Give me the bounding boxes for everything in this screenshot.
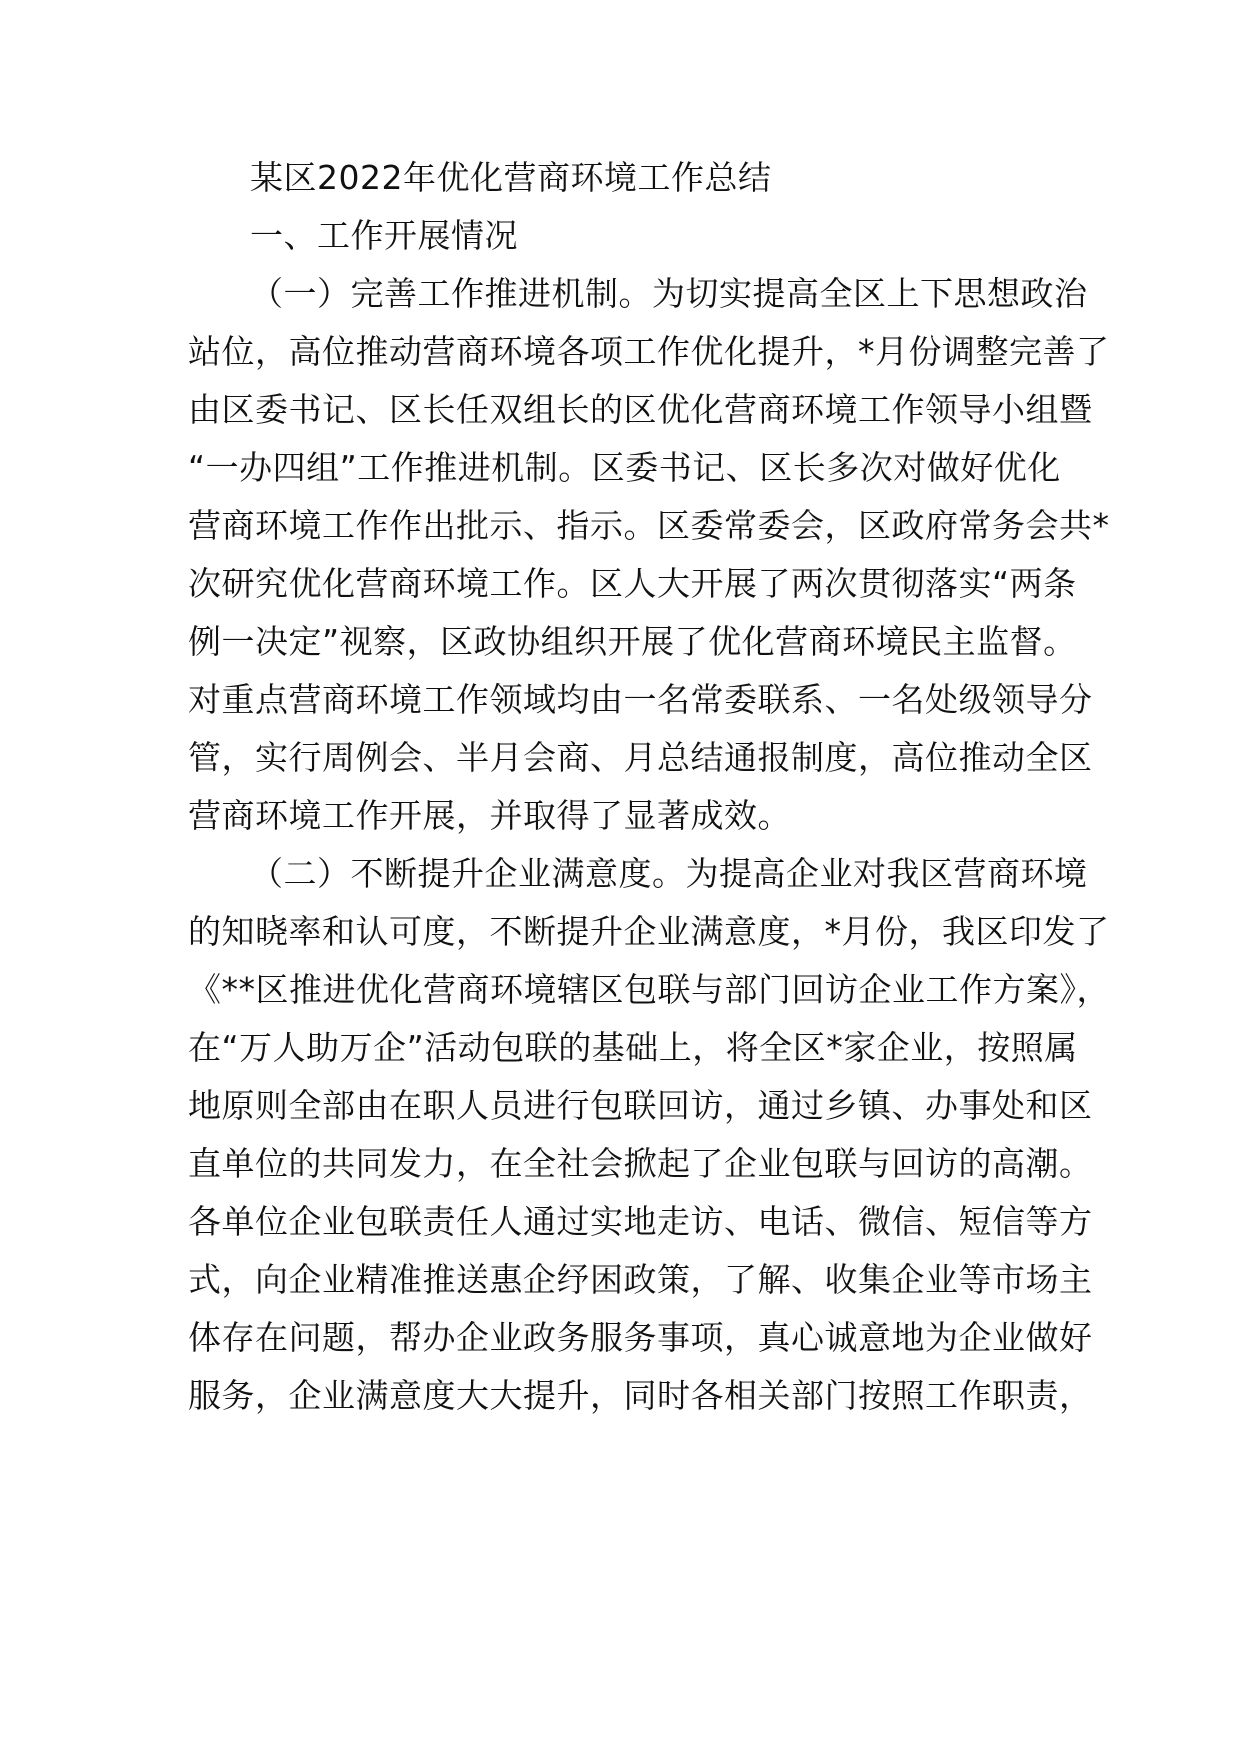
paragraph-line: 例一决定”视察，区政协组织开展了优化营商环境民主监督。	[188, 622, 1077, 661]
paragraph-line: 的知晓率和认可度，不断提升企业满意度，*月份，我区印发了	[188, 912, 1110, 951]
paragraph-line: 管，实行周例会、半月会商、月总结通报制度，高位推动全区	[188, 738, 1093, 777]
paragraph-line: 对重点营商环境工作领域均由一名常委联系、一名处级领导分	[188, 680, 1093, 719]
paragraph-line: 营商环境工作开展，并取得了显著成效。	[188, 796, 791, 835]
paragraph-line: 直单位的共同发力，在全社会掀起了企业包联与回访的高潮。	[188, 1144, 1093, 1183]
paragraph-line: （一）完善工作推进机制。为切实提高全区上下思想政治	[250, 274, 1088, 313]
paragraph-line: 式，向企业精准推送惠企纾困政策，了解、收集企业等市场主	[188, 1260, 1093, 1299]
paragraph-line: 体存在问题，帮办企业政务服务事项，真心诚意地为企业做好	[188, 1318, 1093, 1357]
paragraph-line: 在“万人助万企”活动包联的基础上，将全区*家企业，按照属	[188, 1028, 1078, 1067]
paragraph-line: （二）不断提升企业满意度。为提高企业对我区营商环境	[250, 854, 1088, 893]
paragraph-line: 由区委书记、区长任双组长的区优化营商环境工作领导小组暨	[188, 390, 1093, 429]
paragraph-line: 服务，企业满意度大大提升，同时各相关部门按照工作职责，	[188, 1376, 1093, 1415]
paragraph-line: 《**区推进优化营商环境辖区包联与部门回访企业工作方案》，	[188, 970, 1110, 1009]
paragraph-line: 次研究优化营商环境工作。区人大开展了两次贯彻落实“两条	[188, 564, 1077, 603]
section-heading: 一、工作开展情况	[250, 216, 518, 255]
document-title: 某区2022年优化营商环境工作总结	[250, 158, 772, 197]
paragraph-line: 站位，高位推动营商环境各项工作优化提升，*月份调整完善了	[188, 332, 1110, 371]
paragraph-line: 各单位企业包联责任人通过实地走访、电话、微信、短信等方	[188, 1202, 1093, 1241]
paragraph-line: 地原则全部由在职人员进行包联回访，通过乡镇、办事处和区	[188, 1086, 1093, 1125]
paragraph-line: 营商环境工作作出批示、指示。区委常委会，区政府常务会共*	[188, 506, 1110, 545]
paragraph-line: “一办四组”工作推进机制。区委书记、区长多次对做好优化	[188, 448, 1061, 487]
